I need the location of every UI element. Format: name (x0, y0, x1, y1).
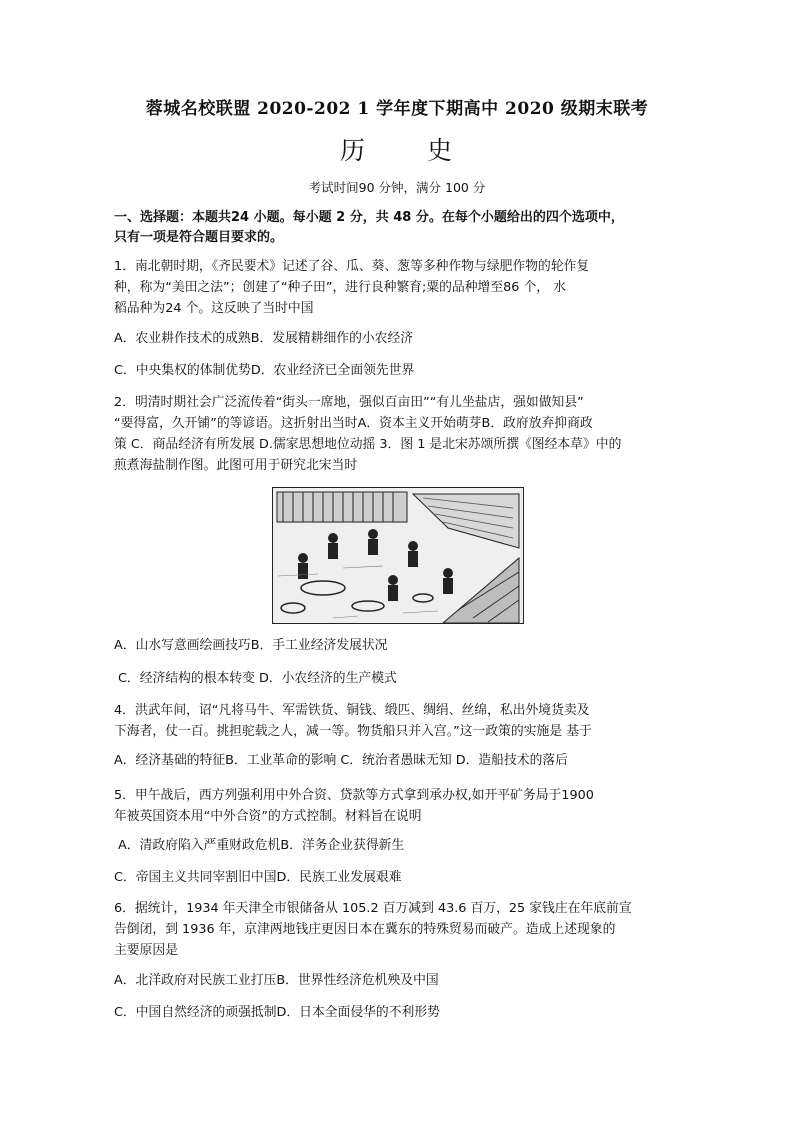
question-line: 稻品种为24 个。这反映了当时中国 (114, 301, 314, 316)
question-1-options-row-2: C．中央集权的体制优势D．农业经济已全面领先世界 (114, 363, 415, 378)
question-line: 主要原因是 (114, 943, 178, 958)
woodcut-illustration-icon (273, 488, 523, 623)
question-5-options-row-2: C．帝国主义共同宰割旧中国D．民族工业发展艰难 (114, 870, 402, 885)
question-5 (114, 785, 686, 827)
question-6 (114, 898, 686, 961)
question-line: 4．洪武年间，诏“凡将马牛、军需铁货、铜钱、缎匹、绸绢、丝绵，私出外境货卖及 (114, 703, 590, 718)
question-2 (114, 392, 686, 476)
exam-title: 蓉城名校联盟 2020-202 1 学年度下期高中 2020 级期末联考 (145, 99, 649, 119)
question-3-options-row-2: C．经济结构的根本转变 D．小农经济的生产模式 (118, 671, 397, 686)
question-6-options-row-2: C．中国自然经济的顽强抵制D．日本全面侵华的不利形势 (114, 1005, 440, 1020)
section-intro-line: 一、选择题：本题共24 小题。每小题 2 分，共 48 分。在每个小题给出的四个选项中， (114, 210, 624, 225)
question-line: 告倒闭，到 1936 年，京津两地钱庄更因日本在冀东的特殊贸易而破产。造成上述现象的 (114, 922, 616, 937)
question-4-options: A．经济基础的特征B．工业革命的影响 C．统治者愚昧无知 D．造船技术的落后 (114, 753, 568, 768)
question-line: 策 C．商品经济有所发展 D.儒家思想地位动摇 3．图 1 是北宋苏颂所撰《图经本草》中的 (114, 437, 622, 452)
question-1-options-row-1: A．农业耕作技术的成熟B．发展精耕细作的小农经济 (114, 331, 414, 346)
question-line: 1．南北朝时期，《齐民要术》记述了谷、瓜、葵、葱等多种作物与绿肥作物的轮作复 (114, 259, 590, 274)
question-line: 下海者，仗一百。挑担驼载之人，减一等。物货船只并入宫。”这一政策的实施是 基于 (114, 724, 592, 739)
exam-info: 考试时间90 分钟，满分 100 分 (308, 180, 486, 195)
section-intro (114, 208, 686, 248)
question-line: 年被英国资本用“中外合资”的方式控制。材料旨在说明 (114, 809, 422, 824)
question-6-options-row-1: A．北洋政府对民族工业打压B．世界性经济危机殃及中国 (114, 973, 439, 988)
salt-making-figure (272, 487, 524, 624)
question-line: 5．甲午战后，西方列强利用中外合资、贷款等方式拿到承办权,如开平矿务局于1900 (114, 788, 594, 803)
question-5-options-row-1: A．清政府陷入严重财政危机B．洋务企业获得新生 (118, 838, 405, 853)
subject-heading: 历 史 (340, 136, 470, 165)
question-line: 2．明清时期社会广泛流传着“街头一席地，强似百亩田”“有儿坐盐店，强如做知县” (114, 395, 584, 410)
question-line: 6．据统计，1934 年天津全市银储备从 105.2 百万减到 43.6 百万，25 家钱庄在年底前宣 (114, 901, 632, 916)
question-line: 煎煮海盐制作图。此图可用于研究北宋当时 (114, 458, 358, 473)
question-line: 种，称为“美田之法”；创建了“种子田”，进行良种繁育;粟的品种增至86 个， 水 (114, 280, 566, 295)
question-line: “要得富，久开铺”的等谚语。这折射出当时A．资本主义开始萌芽B．政府放弃抑商政 (114, 416, 593, 431)
section-intro-line: 只有一项是符合题目要求的。 (114, 230, 284, 245)
question-1 (114, 256, 686, 319)
question-3-options-row-1: A．山水写意画绘画技巧B．手工业经济发展状况 (114, 638, 388, 653)
question-4 (114, 700, 686, 742)
